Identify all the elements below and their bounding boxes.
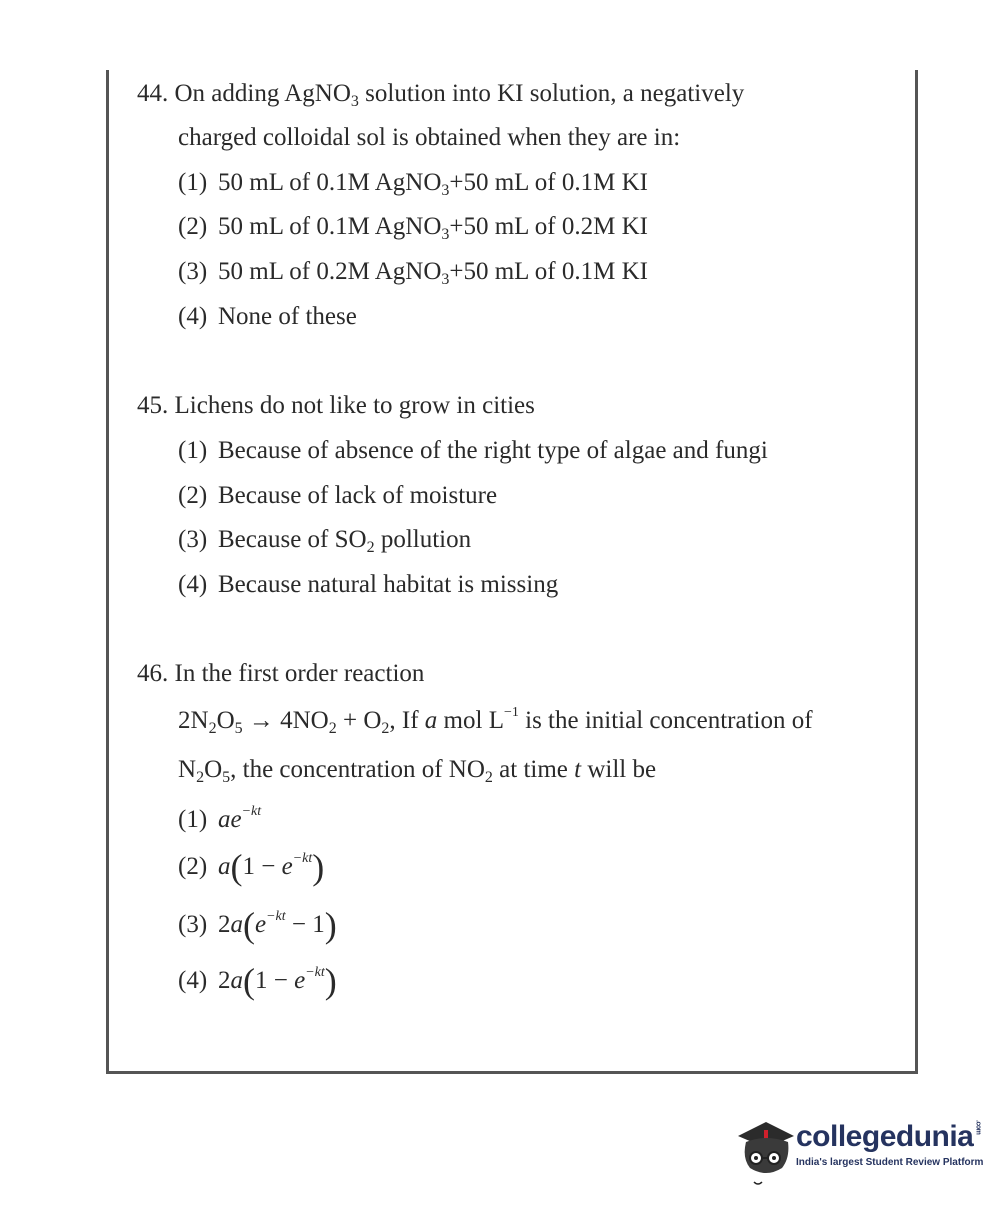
option-2-expression: $a(1 - e^{-kt})$: [218, 847, 325, 887]
q45-option-4: (4) Because natural habitat is missing: [178, 571, 559, 598]
option-1-expression: $ae^{-kt}$: [218, 804, 262, 833]
q46-line1: 46. In the first order reaction: [137, 660, 425, 687]
q46-option-4: (4) $2a(1 - e^{-kt})$: [178, 961, 337, 1001]
q46-number: 46.: [137, 660, 169, 687]
q44-option-2: (2) 50 mL of 0.1M AgNO$_3$+50 mL of 0.2M KI: [178, 213, 648, 243]
q46-option-3: (3) $2a(e^{-kt} - 1)$: [178, 905, 337, 945]
q45-option-1: (1) Because of absence of the right type of algae and fungi: [178, 437, 768, 464]
q46-option-2: (2) $a(1 - e^{-kt})$: [178, 847, 325, 887]
q45-option-2: (2) Because of lack of moisture: [178, 482, 498, 509]
q45-line1: 45. Lichens do not like to grow in cities: [137, 392, 535, 419]
collegedunia-logo-text: collegedunia.com: [796, 1120, 982, 1153]
q44-option-1: (1) 50 mL of 0.1M AgNO$_3$+50 mL of 0.1M KI: [178, 169, 648, 199]
reaction-equation: $2N_2O_5 \to 4NO_2 + O_2$,: [178, 707, 396, 737]
q44-line1: 44. On adding AgNO$_3$ solution into KI solution, a negatively: [137, 80, 745, 110]
option-4-expression: $2a(1 - e^{-kt})$: [218, 961, 337, 1001]
q44-number: 44.: [137, 80, 169, 107]
option-3-expression: $2a(e^{-kt} - 1)$: [218, 905, 337, 945]
q45-number: 45.: [137, 392, 169, 419]
q46-option-1: (1) $ae^{-kt}$: [178, 804, 262, 833]
q44-option-3: (3) 50 mL of 0.2M AgNO$_3$+50 mL of 0.1M KI: [178, 258, 648, 288]
collegedunia-tagline: India's largest Student Review Platform: [796, 1157, 984, 1168]
q44-option-4: (4) None of these: [178, 303, 357, 330]
q45-option-3: (3) Because of $SO_2$ pollution: [178, 526, 472, 556]
q46-line3: $N_2O_5$, the concentration of $NO_2$ at time t will be: [178, 756, 657, 786]
q44-line2: charged colloidal sol is obtained when they are in:: [178, 124, 681, 151]
q46-equation-line: $2N_2O_5 \to 4NO_2 + O_2$, If a mol $L^{-1}$ is the initial concentration of: [178, 705, 813, 737]
